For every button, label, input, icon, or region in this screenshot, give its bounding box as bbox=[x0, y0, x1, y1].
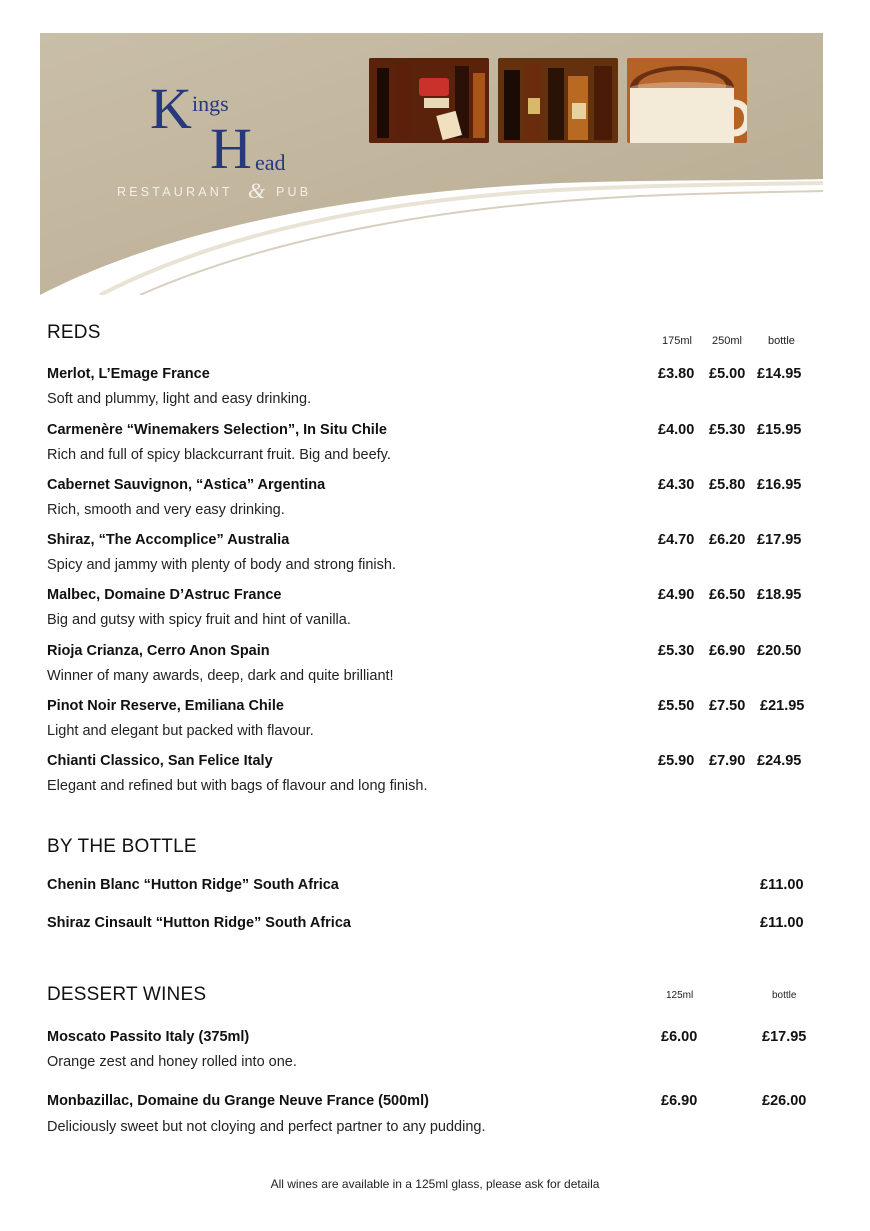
header-banner bbox=[40, 33, 823, 295]
price-175ml: £4.00 bbox=[658, 422, 695, 438]
wine-description: Winner of many awards, deep, dark and quite brilliant! bbox=[47, 668, 394, 684]
col-head-175ml: 175ml bbox=[662, 335, 692, 347]
price-bottle: £20.50 bbox=[757, 643, 802, 659]
price-175ml: £5.90 bbox=[658, 753, 695, 769]
wine-name: Monbazillac, Domaine du Grange Neuve France (500ml) bbox=[47, 1093, 429, 1109]
price-125ml: £6.90 bbox=[661, 1093, 698, 1109]
wine-description: Spicy and jammy with plenty of body and strong finish. bbox=[47, 557, 396, 573]
price-bottle: £24.95 bbox=[757, 753, 802, 769]
coffee-cup-photo bbox=[627, 58, 747, 143]
logo-sub-ampersand: & bbox=[248, 178, 266, 203]
price-bottle: £21.95 bbox=[760, 698, 805, 714]
price-bottle: £16.95 bbox=[757, 477, 802, 493]
wine-description: Soft and plummy, light and easy drinking. bbox=[47, 391, 312, 407]
price-bottle: £11.00 bbox=[760, 915, 804, 931]
price-bottle: £26.00 bbox=[762, 1093, 807, 1109]
price-175ml: £5.30 bbox=[658, 643, 695, 659]
logo-sub-pub: PUB bbox=[276, 185, 312, 199]
wine-name: Chianti Classico, San Felice Italy bbox=[47, 753, 273, 769]
section-title-dessert-wines: DESSERT WINES bbox=[47, 984, 207, 1005]
price-250ml: £6.50 bbox=[709, 587, 746, 603]
price-bottle: £15.95 bbox=[757, 422, 802, 438]
col-head-bottle: bottle bbox=[768, 335, 795, 347]
price-125ml: £6.00 bbox=[661, 1029, 698, 1045]
price-175ml: £5.50 bbox=[658, 698, 695, 714]
price-175ml: £3.80 bbox=[658, 366, 695, 382]
logo-word-kings: ings bbox=[192, 91, 229, 116]
section-title-reds: REDS bbox=[47, 322, 101, 343]
wine-name: Chenin Blanc “Hutton Ridge” South Africa bbox=[47, 877, 339, 893]
price-175ml: £4.70 bbox=[658, 532, 695, 548]
price-250ml: £5.80 bbox=[709, 477, 746, 493]
wine-description: Light and elegant but packed with flavour. bbox=[47, 723, 314, 739]
wine-name: Pinot Noir Reserve, Emiliana Chile bbox=[47, 698, 284, 714]
price-250ml: £6.20 bbox=[709, 532, 746, 548]
wine-name: Malbec, Domaine D’Astruc France bbox=[47, 587, 282, 603]
footer-note: All wines are available in a 125ml glass, please ask for detaila bbox=[270, 1177, 600, 1191]
wine-bottles-photo bbox=[369, 58, 489, 143]
kings-head-logo bbox=[40, 33, 360, 213]
wine-name: Cabernet Sauvignon, “Astica” Argentina bbox=[47, 477, 326, 493]
price-175ml: £4.90 bbox=[658, 587, 695, 603]
wine-name: Shiraz Cinsault “Hutton Ridge” South Africa bbox=[47, 915, 351, 931]
price-250ml: £5.30 bbox=[709, 422, 746, 438]
price-250ml: £5.00 bbox=[709, 366, 746, 382]
price-175ml: £4.30 bbox=[658, 477, 695, 493]
col-head-125ml: 125ml bbox=[666, 990, 694, 1001]
price-250ml: £6.90 bbox=[709, 643, 746, 659]
wine-description: Rich, smooth and very easy drinking. bbox=[47, 502, 285, 518]
spirits-bottles-photo bbox=[498, 58, 618, 143]
price-bottle: £17.95 bbox=[762, 1029, 807, 1045]
logo-letter-k: K bbox=[150, 76, 192, 141]
wine-name: Carmenère “Winemakers Selection”, In Situ Chile bbox=[47, 422, 387, 438]
wine-name: Merlot, L’Emage France bbox=[47, 366, 210, 382]
price-bottle: £18.95 bbox=[757, 587, 802, 603]
wine-name: Rioja Crianza, Cerro Anon Spain bbox=[47, 643, 270, 659]
wine-description: Orange zest and honey rolled into one. bbox=[47, 1054, 297, 1070]
price-250ml: £7.50 bbox=[709, 698, 746, 714]
wine-description: Rich and full of spicy blackcurrant fruit. Big and beefy. bbox=[47, 447, 391, 463]
col-head-bottle: bottle bbox=[772, 990, 797, 1001]
wine-description: Big and gutsy with spicy fruit and hint of vanilla. bbox=[47, 612, 351, 628]
wine-name: Moscato Passito Italy (375ml) bbox=[47, 1029, 250, 1045]
section-title-by-the-bottle: BY THE BOTTLE bbox=[47, 836, 197, 857]
wine-description: Deliciously sweet but not cloying and perfect partner to any pudding. bbox=[47, 1119, 486, 1135]
logo-letter-h: H bbox=[210, 116, 252, 181]
logo-sub-restaurant: RESTAURANT bbox=[117, 185, 233, 199]
wine-description: Elegant and refined but with bags of flavour and long finish. bbox=[47, 778, 428, 794]
wine-name: Shiraz, “The Accomplice” Australia bbox=[47, 532, 290, 548]
price-bottle: £17.95 bbox=[757, 532, 802, 548]
price-250ml: £7.90 bbox=[709, 753, 746, 769]
price-bottle: £11.00 bbox=[760, 877, 804, 893]
col-head-250ml: 250ml bbox=[712, 335, 742, 347]
logo-word-ead: ead bbox=[255, 150, 286, 175]
price-bottle: £14.95 bbox=[757, 366, 802, 382]
